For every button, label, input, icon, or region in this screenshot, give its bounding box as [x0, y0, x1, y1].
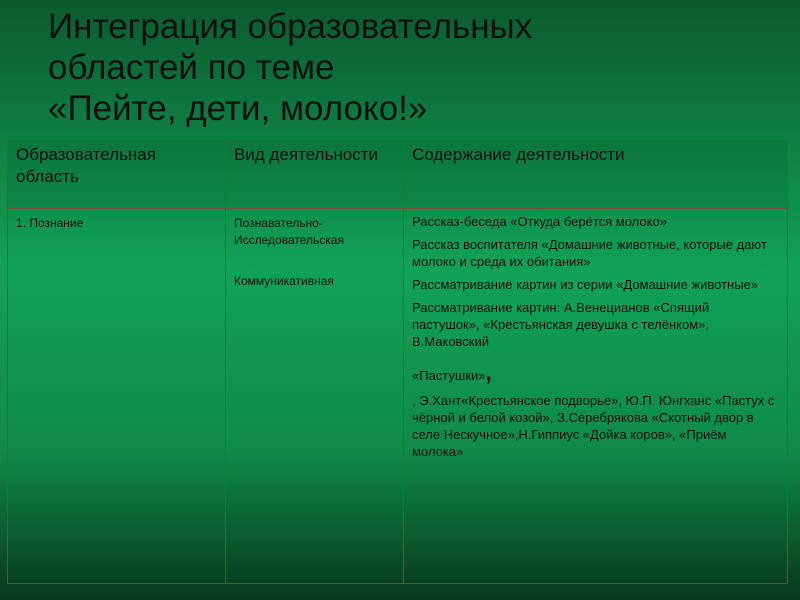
table-row	[8, 209, 788, 584]
header-activity-type: Вид деятельности	[226, 140, 404, 209]
slide-title-line-1: Интеграция образовательных	[48, 7, 533, 46]
content-item-paintings: Рассматривание картин: А.Венецианов «Спящий пастушок», «Крестьянская девушка с телёнком», В.Маковский	[412, 300, 710, 349]
content-item-pastushki	[412, 360, 780, 385]
cell-content	[404, 209, 788, 584]
content-item-teacher-story: Рассказ воспитателя «Домашние животные, которые дают молоко и среда их обитания»	[412, 237, 767, 269]
content-item-conversation: Рассказ-беседа «Откуда берётся молоко»	[412, 214, 667, 229]
cell-activities	[226, 209, 404, 584]
activity-communicative: Коммуникативная	[234, 274, 334, 288]
content-item-more-paintings: , Э.Хант«Крестьянское подворье», Ю.П. Юнгханс «Пастух с чёрной и белой козой», З.Серебрякова «Скотный двор в селе Нескучное»,Н.Гиппиус «Дойка коров», «Приём молока»	[412, 393, 775, 459]
pastushki-comma: ,	[485, 360, 492, 385]
cell-area: 1. Познание	[8, 209, 226, 584]
slide-title-line-2: областей по теме	[48, 48, 335, 87]
integration-table	[7, 139, 788, 584]
table-header-row	[8, 140, 788, 209]
pastushki-title: «Пастушки»	[412, 368, 486, 383]
content-item-pictures-series: Рассматривание картин из серии «Домашние животные»	[412, 277, 759, 292]
slide-title	[48, 6, 768, 129]
activity-research: Познавательно-Исследовательская	[234, 216, 344, 247]
header-educational-area: Образовательная область	[8, 140, 226, 209]
slide-title-line-3: «Пейте, дети, молоко!»	[48, 89, 428, 128]
header-activity-content: Содержание деятельности	[404, 140, 788, 209]
